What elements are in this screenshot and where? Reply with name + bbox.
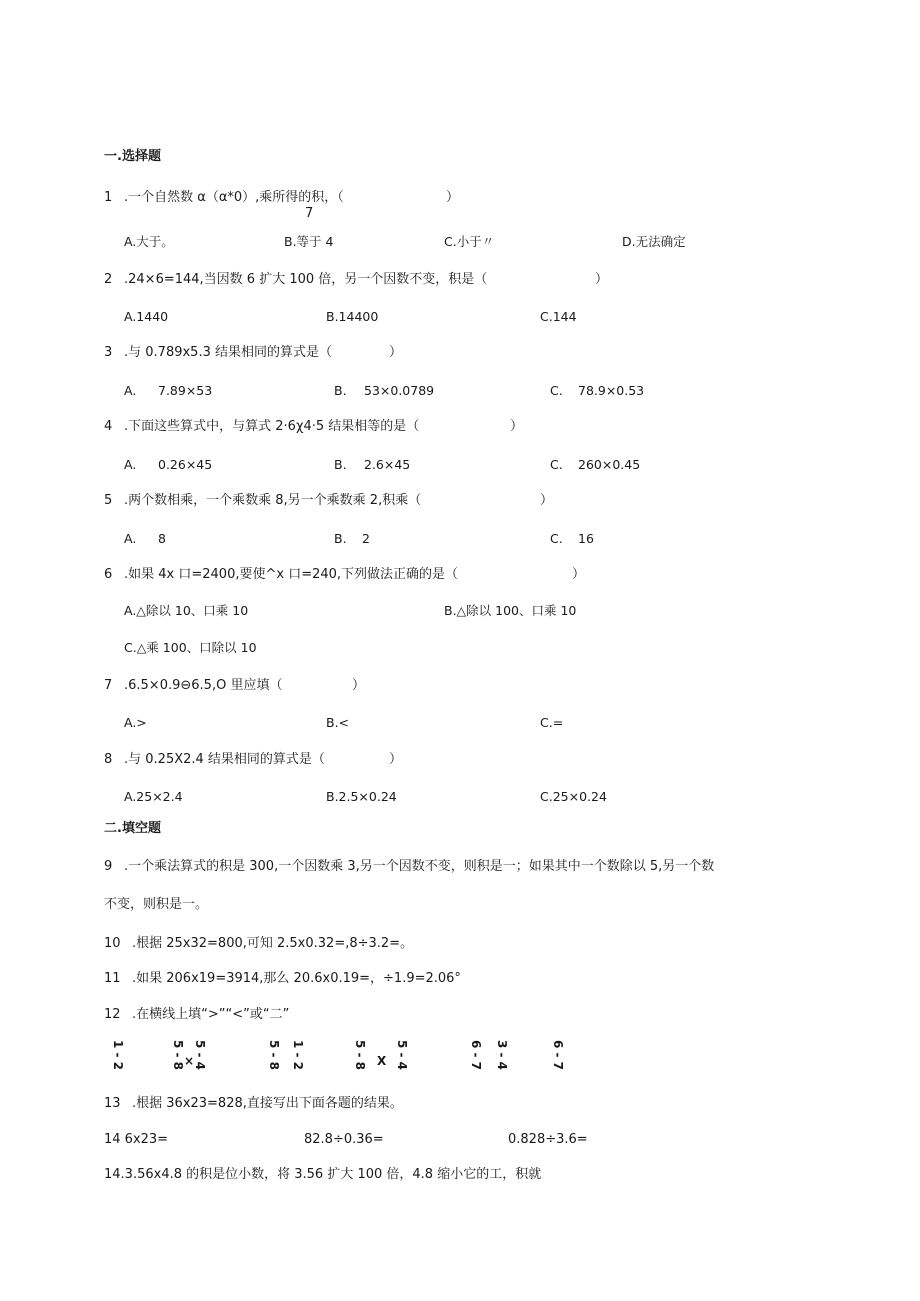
question-5-option-b-value: 2: [362, 531, 370, 546]
question-3-option-b-value: 53×0.0789: [364, 383, 435, 398]
calc-item-3: 0.828÷3.6=: [508, 1132, 588, 1147]
question-3-option-c-letter: C.: [550, 383, 563, 398]
question-3-text: .与 0.789x5.3 结果相同的算式是（: [124, 345, 332, 360]
question-11-number: 11: [104, 971, 121, 986]
question-2-number: 2: [104, 272, 113, 287]
question-3-option-a-value: 7.89×53: [158, 383, 213, 398]
question-6-text: .如果 4x 口=2400,要使^x 口=240,下列做法正确的是（: [124, 567, 459, 582]
question-13-number: 13: [104, 1096, 121, 1111]
question-6-option-a: A.△除以 10、口乘 10: [124, 603, 249, 618]
question-7-option-a: A.>: [124, 715, 147, 730]
question-3-option-a-letter: A.: [124, 383, 137, 398]
question-6-paren-close: ）: [572, 567, 586, 582]
calc-item-2: 82.8÷0.36=: [304, 1132, 384, 1147]
question-8-option-b: B.2.5×0.24: [326, 789, 397, 804]
multiply-sign: X: [377, 1054, 387, 1068]
question-10-number: 10: [104, 936, 121, 951]
multiply-sign: ×: [184, 1054, 195, 1068]
question-9-number: 9: [104, 859, 113, 874]
fraction-5-8: 5 - 8: [267, 1040, 281, 1071]
question-3-option-b-letter: B.: [334, 383, 347, 398]
question-3-paren-close: ）: [389, 345, 403, 360]
question-12-number: 12: [104, 1007, 121, 1022]
fraction-3-4: 3 - 4: [495, 1040, 509, 1071]
question-8-option-c: C.25×0.24: [540, 789, 607, 804]
fraction-1-2: 1 - 2: [111, 1040, 125, 1071]
question-12-text: .在横线上填“>”“<”或“二”: [132, 1007, 290, 1022]
question-4-option-b-letter: B.: [334, 457, 347, 472]
question-1-option-b: B.等于 4: [284, 234, 334, 249]
question-7-paren-close: ）: [352, 678, 366, 693]
question-6-option-b: B.△除以 100、口乘 10: [444, 603, 577, 618]
question-5-paren-close: ）: [540, 493, 554, 508]
question-9-line-1: .一个乘法算式的积是 300,一个因数乘 3,另一个因数不变，则积是一；如果其中一个数除以 5,另一个数: [124, 859, 715, 874]
question-4-option-c-letter: C.: [550, 457, 563, 472]
question-11-text: .如果 206x19=3914,那么 20.6x0.19=，÷1.9=2.06°: [132, 971, 461, 986]
section-title-choice: 一.选择题: [104, 149, 161, 164]
question-5-option-a-letter: A.: [124, 531, 137, 546]
question-4-paren-close: ）: [510, 419, 524, 434]
question-5-option-c-letter: C.: [550, 531, 563, 546]
question-4-option-c-value: 260×0.45: [578, 457, 641, 472]
question-5-number: 5: [104, 493, 113, 508]
question-8-number: 8: [104, 752, 113, 767]
fraction-6-7: 6 - 7: [469, 1040, 483, 1071]
question-1-option-a: A.大于。: [124, 234, 174, 249]
question-1-number: 1: [104, 190, 113, 205]
question-4-option-a-value: 0.26×45: [158, 457, 213, 472]
question-8-paren-close: ）: [389, 752, 403, 767]
question-8-option-a: A.25×2.4: [124, 789, 183, 804]
question-2-option-c: C.144: [540, 309, 577, 324]
question-5-text: .两个数相乘，一个乘数乘 8,另一个乘数乘 2,积乘（: [124, 493, 422, 508]
question-8-text: .与 0.25X2.4 结果相同的算式是（: [124, 752, 325, 767]
question-6-number: 6: [104, 567, 113, 582]
question-9-line-2: 不变，则积是一。: [104, 897, 209, 912]
question-5-option-b-letter: B.: [334, 531, 347, 546]
question-2-option-b: B.14400: [326, 309, 379, 324]
question-4-text: .下面这些算式中，与算式 2·6χ4·5 结果相等的是（: [124, 419, 420, 434]
question-7-text: .6.5×0.9⊖6.5,O 里应填（: [124, 678, 283, 693]
question-1-option-d: D.无法确定: [622, 234, 686, 249]
question-7-option-c: C.=: [540, 715, 564, 730]
fraction-1-2: 1 - 2: [291, 1040, 305, 1071]
question-7-number: 7: [104, 678, 113, 693]
question-3-option-c-value: 78.9×0.53: [578, 383, 645, 398]
question-1-subscript: 7: [305, 206, 314, 221]
section-title-fill: 二.填空题: [104, 821, 161, 836]
question-5-option-a-value: 8: [158, 531, 166, 546]
question-3-number: 3: [104, 345, 113, 360]
question-1-paren-close: ）: [446, 190, 460, 205]
question-1-option-c: C.小于〃: [444, 234, 495, 249]
question-5-option-c-value: 16: [578, 531, 594, 546]
question-7-option-b: B.<: [326, 715, 350, 730]
question-13-text: .根据 36x23=828,直接写出下面各题的结果。: [132, 1096, 403, 1111]
question-4-option-a-letter: A.: [124, 457, 137, 472]
fraction-5-8: 5 - 8: [353, 1040, 367, 1071]
fraction-5-4: 5 - 4: [193, 1040, 207, 1071]
question-2-option-a: A.1440: [124, 309, 169, 324]
fraction-5-8: 5 - 8: [171, 1040, 185, 1071]
question-14-text: 14.3.56x4.8 的积是位小数，将 3.56 扩大 100 倍，4.8 缩小它的工，积就: [104, 1167, 542, 1182]
question-4-number: 4: [104, 419, 113, 434]
calc-item-1: 14 6x23=: [104, 1132, 169, 1147]
question-2-paren-close: ）: [595, 272, 609, 287]
fraction-5-4: 5 - 4: [395, 1040, 409, 1071]
fraction-6-7: 6 - 7: [551, 1040, 565, 1071]
question-4-option-b-value: 2.6×45: [364, 457, 411, 472]
question-2-text: .24×6=144,当因数 6 扩大 100 倍，另一个因数不变，积是（: [124, 272, 488, 287]
question-1-text: .一个自然数 α（α*0）,乘所得的积，（: [124, 190, 344, 205]
question-6-option-c: C.△乘 100、口除以 10: [124, 640, 257, 655]
question-10-text: .根据 25x32=800,可知 2.5x0.32=,8÷3.2=。: [132, 936, 414, 951]
